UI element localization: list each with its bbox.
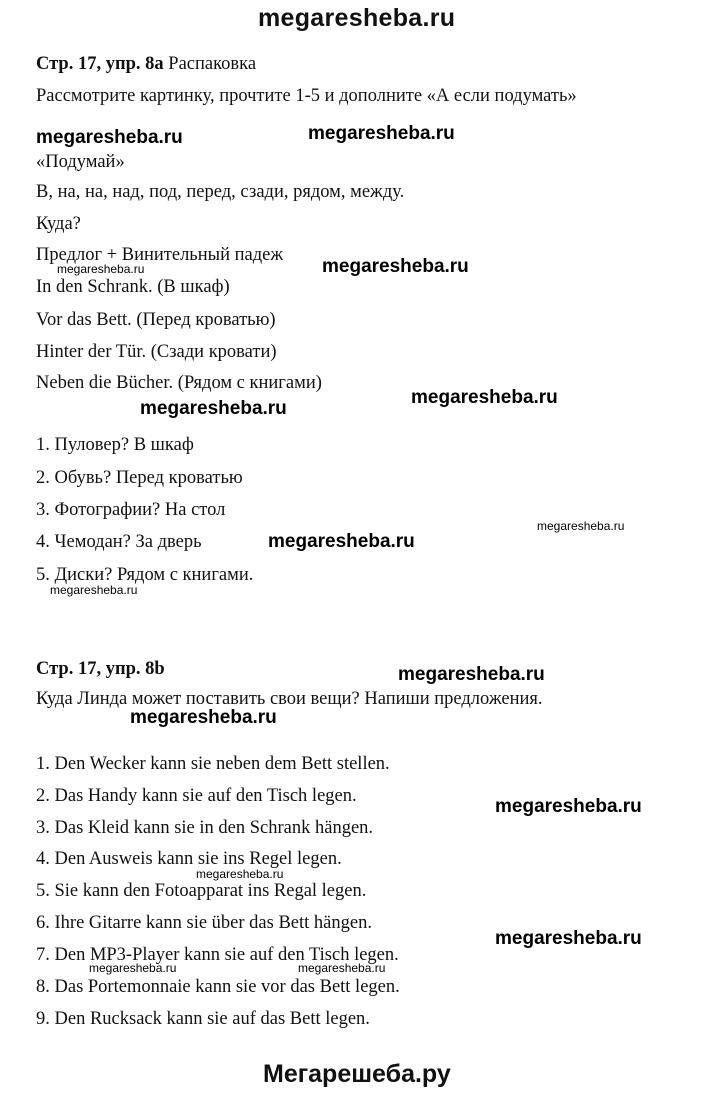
section-b-instruction: Куда Линда может поставить свои вещи? Напиши предложения. [36,689,543,709]
watermark: megaresheba.ru [268,531,415,552]
example-line: Vor das Bett. (Перед кроватью) [36,310,276,330]
watermark: megaresheba.ru [50,583,138,597]
watermark: megaresheba.ru [322,256,469,277]
answer-line: 1. Пуловер? В шкаф [36,435,194,455]
footer-brand: Мегарешеба.ру [263,1060,451,1088]
watermark: megaresheba.ru [495,796,642,817]
watermark: megaresheba.ru [308,123,455,144]
sentence-line: 8. Das Portemonnaie kann sie vor das Bett legen. [36,977,400,997]
question-label: Куда? [36,214,81,234]
section-a-subtitle: Распаковка [168,54,257,74]
section-a-title: Стр. 17, упр. 8а [36,54,164,74]
watermark: megaresheba.ru [411,387,558,408]
sentence-line: 2. Das Handy kann sie auf den Tisch legen. [36,786,357,806]
sentence-line: 3. Das Kleid kann sie in den Schrank hängen. [36,818,374,838]
watermark: megaresheba.ru [140,398,287,419]
watermark: megaresheba.ru [398,664,545,685]
watermark: megaresheba.ru [130,707,277,728]
watermark: megaresheba.ru [495,928,642,949]
prepositions-list: В, на, на, над, под, перед, сзади, рядом, между. [36,182,405,202]
sentence-line: 1. Den Wecker kann sie neben dem Bett stellen. [36,754,390,774]
sentence-line: 7. Den MP3-Player kann sie auf den Tisch legen. [36,945,399,965]
answer-line: 5. Диски? Рядом с книгами. [36,565,254,585]
example-line: In den Schrank. (В шкаф) [36,277,230,297]
example-line: Hinter der Tür. (Сзади кровати) [36,342,277,362]
answer-line: 2. Обувь? Перед кроватью [36,468,243,488]
sentence-line: 9. Den Rucksack kann sie auf das Bett legen. [36,1009,370,1029]
section-a-instruction: Рассмотрите картинку, прочтите 1-5 и дополните «А если подумать» [36,86,577,106]
watermark: megaresheba.ru [57,262,145,276]
answer-line: 4. Чемодан? За дверь [36,532,202,552]
site-header: megaresheba.ru [258,4,456,32]
think-label: «Подумай» [36,152,125,172]
watermark: megaresheba.ru [537,519,625,533]
sentence-line: 5. Sie kann den Fotoapparat ins Regal legen. [36,881,367,901]
watermark: megaresheba.ru [36,127,183,148]
section-b-title: Стр. 17, упр. 8b [36,659,165,679]
rule-line: Предлог + Винительный падеж [36,245,284,265]
answer-line: 3. Фотографии? На стол [36,500,226,520]
watermark: megaresheba.ru [89,961,177,975]
watermark: megaresheba.ru [196,867,284,881]
watermark: megaresheba.ru [298,961,386,975]
section-a-heading [36,54,256,75]
example-line: Neben die Bücher. (Рядом с книгами) [36,373,322,393]
sentence-line: 4. Den Ausweis kann sie ins Regel legen. [36,849,342,869]
sentence-line: 6. Ihre Gitarre kann sie über das Bett hängen. [36,913,372,933]
